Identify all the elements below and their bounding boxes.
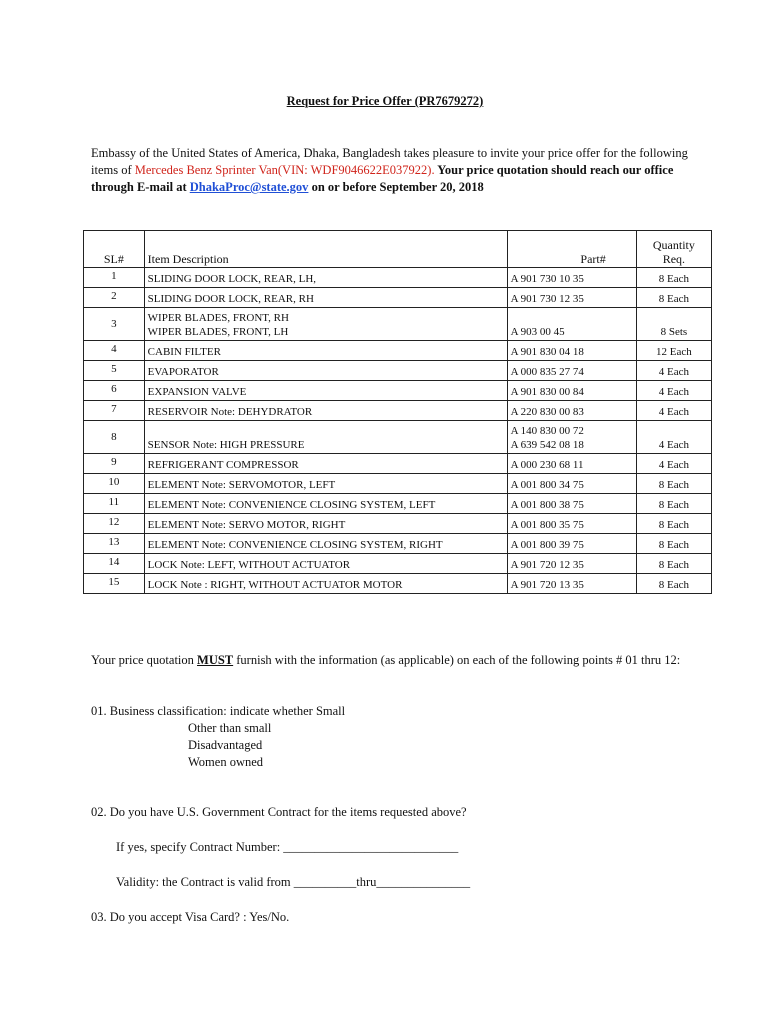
table-row bbox=[84, 474, 712, 494]
cell-part-number bbox=[507, 514, 636, 534]
cell-part-number bbox=[507, 574, 636, 594]
cell-sl: 8 bbox=[84, 421, 145, 454]
description-line: SLIDING DOOR LOCK, REAR, LH, bbox=[147, 273, 317, 285]
quotation-note-pre: Your price quotation bbox=[91, 653, 198, 667]
cell-quantity: 4 Each bbox=[636, 381, 711, 401]
cell-part-number bbox=[507, 554, 636, 574]
part-number-line: A 901 730 10 35 bbox=[510, 273, 584, 285]
description-line: REFRIGERANT COMPRESSOR bbox=[147, 459, 299, 471]
cell-sl: 3 bbox=[84, 308, 145, 341]
description-line: SLIDING DOOR LOCK, REAR, RH bbox=[147, 293, 314, 305]
header-quantity bbox=[636, 231, 711, 268]
question-1-label: 01. Business classification: indicate whether Small bbox=[91, 704, 346, 718]
part-number-line: A 901 730 12 35 bbox=[510, 293, 584, 305]
table-row bbox=[84, 494, 712, 514]
intro-text-2: Your price quotation should reach our office through E-mail at bbox=[91, 163, 674, 194]
part-number-line: A 001 800 34 75 bbox=[510, 479, 584, 491]
table-header-row bbox=[84, 231, 712, 268]
cell-description bbox=[144, 534, 507, 554]
header-part: Part# bbox=[507, 231, 636, 268]
part-number-line: A 220 830 00 83 bbox=[510, 406, 584, 418]
cell-description bbox=[144, 268, 507, 288]
cell-sl: 10 bbox=[84, 474, 145, 494]
cell-quantity: 8 Each bbox=[636, 534, 711, 554]
cell-description bbox=[144, 288, 507, 308]
part-number-line: A 901 720 12 35 bbox=[510, 559, 584, 571]
vehicle-info: Mercedes Benz Sprinter Van(VIN: WDF9046622E037922). bbox=[134, 163, 435, 177]
option-other-than-small: Other than small bbox=[188, 721, 272, 735]
cell-sl: 2 bbox=[84, 288, 145, 308]
table-row bbox=[84, 401, 712, 421]
page-title: Request for Price Offer (PR7679272) bbox=[286, 94, 484, 108]
table-row bbox=[84, 574, 712, 594]
cell-quantity: 4 Each bbox=[636, 454, 711, 474]
description-line: RESERVOIR Note: DEHYDRATOR bbox=[147, 406, 313, 418]
cell-quantity: 8 Each bbox=[636, 474, 711, 494]
cell-quantity: 8 Each bbox=[636, 494, 711, 514]
quotation-note bbox=[91, 652, 681, 669]
description-line: WIPER BLADES, FRONT, LH bbox=[147, 326, 289, 338]
cell-sl: 7 bbox=[84, 401, 145, 421]
description-line: CABIN FILTER bbox=[147, 346, 221, 358]
table-row bbox=[84, 514, 712, 534]
cell-quantity: 4 Each bbox=[636, 401, 711, 421]
cell-sl: 5 bbox=[84, 361, 145, 381]
cell-description bbox=[144, 361, 507, 381]
cell-sl: 15 bbox=[84, 574, 145, 594]
contract-number-line: If yes, specify Contract Number: ____________________________ bbox=[116, 840, 459, 854]
table-row bbox=[84, 308, 712, 341]
quotation-note-post: furnish with the information (as applicable) on each of the following points # 01 thru 12: bbox=[233, 653, 681, 667]
cell-part-number bbox=[507, 308, 636, 341]
cell-part-number bbox=[507, 454, 636, 474]
cell-description bbox=[144, 401, 507, 421]
intro-text-1: Embassy of the United States of America, Dhaka, Bangladesh takes pleasure to invite your price offer for the following items of bbox=[91, 146, 688, 177]
option-disadvantaged: Disadvantaged bbox=[188, 738, 263, 752]
items-table bbox=[83, 230, 712, 594]
description-line: ELEMENT Note: CONVENIENCE CLOSING SYSTEM, LEFT bbox=[147, 499, 436, 511]
table-row bbox=[84, 361, 712, 381]
cell-description bbox=[144, 454, 507, 474]
cell-part-number bbox=[507, 381, 636, 401]
cell-sl: 14 bbox=[84, 554, 145, 574]
cell-sl: 12 bbox=[84, 514, 145, 534]
cell-quantity: 8 Each bbox=[636, 288, 711, 308]
header-quantity-line1: Quantity bbox=[652, 238, 695, 252]
cell-quantity: 8 Sets bbox=[636, 308, 711, 341]
description-line: EVAPORATOR bbox=[147, 366, 219, 378]
cell-description bbox=[144, 308, 507, 341]
description-line: ELEMENT Note: SERVOMOTOR, LEFT bbox=[147, 479, 336, 491]
header-quantity-line2: Req. bbox=[662, 252, 686, 266]
part-number-line: A 901 830 04 18 bbox=[510, 346, 584, 358]
description-line: WIPER BLADES, FRONT, RH bbox=[147, 312, 289, 324]
table-row bbox=[84, 381, 712, 401]
cell-description bbox=[144, 474, 507, 494]
header-description: Item Description bbox=[144, 231, 507, 268]
cell-quantity: 12 Each bbox=[636, 341, 711, 361]
cell-part-number bbox=[507, 268, 636, 288]
cell-description bbox=[144, 574, 507, 594]
table-row bbox=[84, 454, 712, 474]
cell-sl: 13 bbox=[84, 534, 145, 554]
table-row bbox=[84, 288, 712, 308]
part-number-line: A 639 542 08 18 bbox=[510, 439, 584, 451]
description-line: ELEMENT Note: SERVO MOTOR, RIGHT bbox=[147, 519, 346, 531]
description-line: ELEMENT Note: CONVENIENCE CLOSING SYSTEM, RIGHT bbox=[147, 539, 443, 551]
header-sl: SL# bbox=[84, 231, 145, 268]
description-line: SENSOR Note: HIGH PRESSURE bbox=[147, 439, 305, 451]
cell-part-number bbox=[507, 534, 636, 554]
cell-quantity: 8 Each bbox=[636, 574, 711, 594]
table-row bbox=[84, 341, 712, 361]
cell-quantity: 8 Each bbox=[636, 554, 711, 574]
cell-description bbox=[144, 514, 507, 534]
cell-description bbox=[144, 554, 507, 574]
cell-sl: 9 bbox=[84, 454, 145, 474]
intro-paragraph bbox=[91, 145, 691, 196]
cell-part-number bbox=[507, 401, 636, 421]
part-number-line: A 901 830 00 84 bbox=[510, 386, 584, 398]
cell-sl: 1 bbox=[84, 268, 145, 288]
part-number-line: A 001 800 39 75 bbox=[510, 539, 584, 551]
description-line: LOCK Note : RIGHT, WITHOUT ACTUATOR MOTOR bbox=[147, 579, 403, 591]
part-number-line: A 000 835 27 74 bbox=[510, 366, 584, 378]
cell-sl: 6 bbox=[84, 381, 145, 401]
option-women-owned: Women owned bbox=[188, 755, 264, 769]
cell-description bbox=[144, 341, 507, 361]
table-row bbox=[84, 534, 712, 554]
description-line: EXPANSION VALVE bbox=[147, 386, 247, 398]
cell-part-number bbox=[507, 361, 636, 381]
cell-part-number bbox=[507, 494, 636, 514]
question-1 bbox=[91, 703, 345, 771]
part-number-line: A 001 800 35 75 bbox=[510, 519, 584, 531]
email-link[interactable]: DhakaProc@state.gov bbox=[189, 180, 309, 194]
quotation-note-must: MUST bbox=[197, 653, 234, 667]
cell-sl: 4 bbox=[84, 341, 145, 361]
question-2-label: 02. Do you have U.S. Government Contract for the items requested above? bbox=[91, 805, 467, 819]
cell-part-number bbox=[507, 421, 636, 454]
question-3-label: 03. Do you accept Visa Card? : Yes/No. bbox=[91, 910, 290, 924]
cell-description bbox=[144, 421, 507, 454]
cell-quantity: 4 Each bbox=[636, 421, 711, 454]
table-row bbox=[84, 421, 712, 454]
part-number-line: A 140 830 00 72 bbox=[510, 425, 584, 437]
cell-part-number bbox=[507, 341, 636, 361]
part-number-line: A 901 720 13 35 bbox=[510, 579, 584, 591]
contract-validity-line: Validity: the Contract is valid from __________thru_______________ bbox=[116, 875, 471, 889]
cell-quantity: 4 Each bbox=[636, 361, 711, 381]
table-row bbox=[84, 554, 712, 574]
cell-part-number bbox=[507, 288, 636, 308]
cell-description bbox=[144, 381, 507, 401]
description-line: LOCK Note: LEFT, WITHOUT ACTUATOR bbox=[147, 559, 351, 571]
intro-text-3: on or before September 20, 2018 bbox=[308, 180, 484, 194]
part-number-line: A 903 00 45 bbox=[510, 326, 565, 338]
cell-description bbox=[144, 494, 507, 514]
cell-quantity: 8 Each bbox=[636, 268, 711, 288]
cell-part-number bbox=[507, 474, 636, 494]
table-row bbox=[84, 268, 712, 288]
part-number-line: A 001 800 38 75 bbox=[510, 499, 584, 511]
cell-quantity: 8 Each bbox=[636, 514, 711, 534]
part-number-line: A 000 230 68 11 bbox=[510, 459, 584, 471]
cell-sl: 11 bbox=[84, 494, 145, 514]
